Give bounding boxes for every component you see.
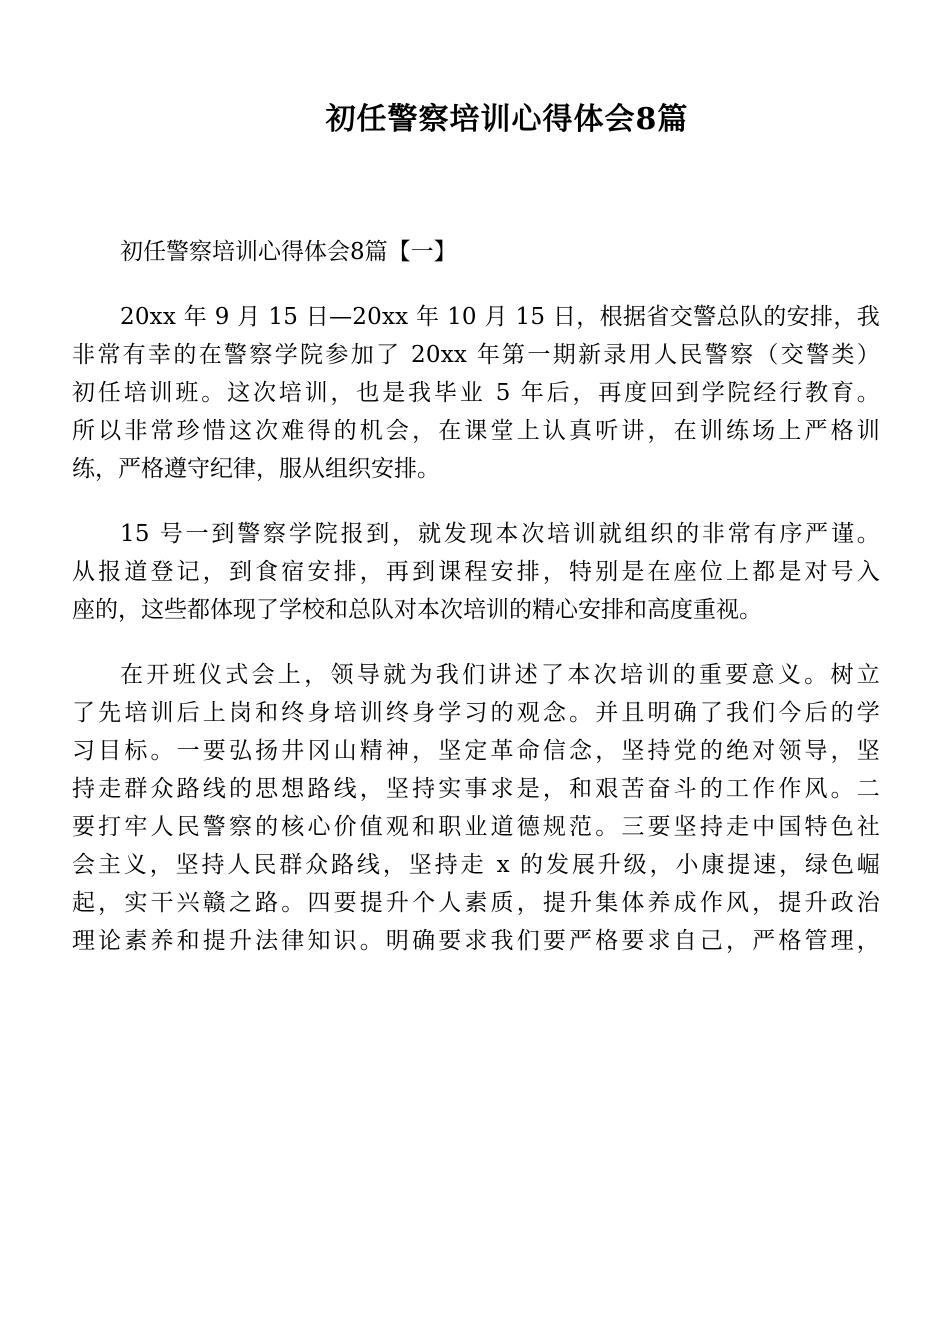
paragraph-line: 15 号一到警察学院报到，就发现本次培训就组织的非常有序严谨。: [120, 521, 880, 547]
paragraph-line: 初任培训班。这次培训，也是我毕业 5 年后，再度回到学院经行教育。: [72, 380, 880, 406]
paragraph-line: 非常有幸的在警察学院参加了 20xx 年第一期新录用人民警察（交警类）: [72, 342, 880, 368]
paragraph-line: 要打牢人民警察的核心价值观和职业道德规范。三要坚持走中国特色社: [72, 814, 880, 840]
paragraph-1: [72, 298, 880, 488]
paragraph-line: 20xx 年 9 月 15 日—20xx 年 10 月 15 日，根据省交警总队的安排，我: [120, 304, 880, 330]
paragraph-2: [72, 515, 880, 629]
document-title: 初任警察培训心得体会8篇: [325, 102, 689, 137]
paragraph-line: 座的，这些都体现了学校和总队对本次培训的精心安排和高度重视。: [72, 597, 762, 623]
paragraph-line: 所以非常珍惜这次难得的机会，在课堂上认真听讲，在训练场上严格训: [72, 418, 880, 444]
paragraph-line: 练，严格遵守纪律，服从组织安排。: [72, 456, 440, 482]
paragraph-line: 在开班仪式会上，领导就为我们讲述了本次培训的重要意义。树立: [120, 662, 880, 688]
paragraph-line: 会主义，坚持人民群众路线，坚持走 x 的发展升级，小康提速，绿色崛: [72, 852, 880, 878]
paragraph-line: 习目标。一要弘扬井冈山精神，坚定革命信念，坚持党的绝对领导，坚: [72, 738, 880, 764]
document-body: [72, 233, 880, 960]
paragraph-line: 持走群众路线的思想路线，坚持实事求是，和艰苦奋斗的工作作风。二: [72, 776, 880, 802]
paragraph-line: 从报道登记，到食宿安排，再到课程安排，特别是在座位上都是对号入: [72, 559, 880, 585]
paragraph-3: [72, 656, 880, 960]
paragraph-line: 了先培训后上岗和终身培训终身学习的观念。并且明确了我们今后的学: [72, 700, 880, 726]
section-heading: 初任警察培训心得体会8篇【一】: [120, 239, 457, 265]
paragraph-line: 起，实干兴赣之路。四要提升个人素质，提升集体养成作风，提升政治: [72, 890, 880, 916]
paragraph-line: 理论素养和提升法律知识。明确要求我们要严格要求自己，严格管理，: [72, 928, 880, 954]
paragraph-gap: [72, 488, 880, 515]
paragraph-gap: [72, 629, 880, 656]
paragraph-gap: [72, 271, 880, 298]
